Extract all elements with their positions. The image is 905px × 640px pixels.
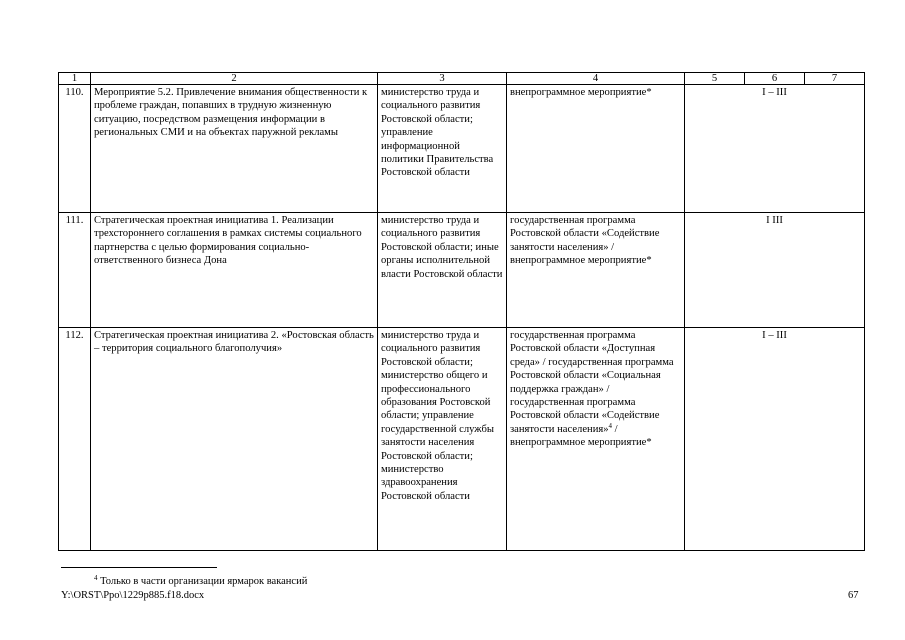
executor-cell: министерство труда и социального развития Ростовской области; иные органы исполнительной власти Ростовской области bbox=[378, 213, 507, 328]
executor-cell: министерство труда и социального развития Ростовской области; министерство общего и профессионального образования Ростовской области; управление государственной службы занятости населения Ростовской области; министерство здравоохранения Ростовской области bbox=[378, 328, 507, 551]
file-path: Y:\ORST\Ppo\1229p885.f18.docx bbox=[61, 590, 205, 601]
column-header: 2 bbox=[91, 73, 378, 85]
funding-source-cell bbox=[507, 328, 685, 551]
footnote-separator bbox=[61, 567, 217, 568]
footnote-marker: 4 bbox=[94, 574, 98, 582]
column-header: 3 bbox=[378, 73, 507, 85]
table-row bbox=[59, 328, 865, 551]
footnote-reference[interactable]: 4 bbox=[608, 421, 613, 430]
funding-source-text-tail: / внепрограммное мероприятие* bbox=[510, 423, 652, 449]
row-number: 111. bbox=[59, 213, 91, 328]
table-row bbox=[59, 213, 865, 328]
column-header: 7 bbox=[805, 73, 865, 85]
period-cell: I – III bbox=[685, 328, 865, 551]
footnote bbox=[94, 576, 307, 587]
period-cell: I – III bbox=[685, 85, 865, 213]
event-cell: Стратегическая проектная инициатива 2. «Ростовская область – территория социального благополучия» bbox=[91, 328, 378, 551]
column-header: 4 bbox=[507, 73, 685, 85]
funding-source-text: государственная программа Ростовской области «Доступная среда» / государственная программа Ростовской области «Социальная поддержка граждан» / государственная программа Ростовской области «Содействие занятости населения» bbox=[510, 330, 674, 435]
column-header: 5 bbox=[685, 73, 745, 85]
executor-cell: министерство труда и социального развития Ростовской области; управление информационной политики Правительства Ростовской области bbox=[378, 85, 507, 213]
event-cell: Стратегическая проектная инициатива 1. Реализации трехстороннего соглашения в рамках системы социального партнерства с целью формирования социально-ответственного бизнеса Дона bbox=[91, 213, 378, 328]
funding-source-cell: государственная программа Ростовской области «Содействие занятости населения» / внепрограммное мероприятие* bbox=[507, 213, 685, 328]
page-number: 67 bbox=[848, 590, 859, 601]
event-cell: Мероприятие 5.2. Привлечение внимания общественности к проблеме граждан, попавших в трудную жизненную ситуацию, посредством размещения информации в региональных СМИ и на объектах паружной рекламы bbox=[91, 85, 378, 213]
plan-table bbox=[58, 72, 865, 551]
funding-source-cell: внепрограммное мероприятие* bbox=[507, 85, 685, 213]
column-header: 6 bbox=[745, 73, 805, 85]
column-header: 1 bbox=[59, 73, 91, 85]
footnote-text: Только в части организации ярмарок вакансий bbox=[97, 576, 308, 587]
row-number: 112. bbox=[59, 328, 91, 551]
period-cell: I III bbox=[685, 213, 865, 328]
row-number: 110. bbox=[59, 85, 91, 213]
table-header-row bbox=[59, 73, 865, 85]
table-row bbox=[59, 85, 865, 213]
